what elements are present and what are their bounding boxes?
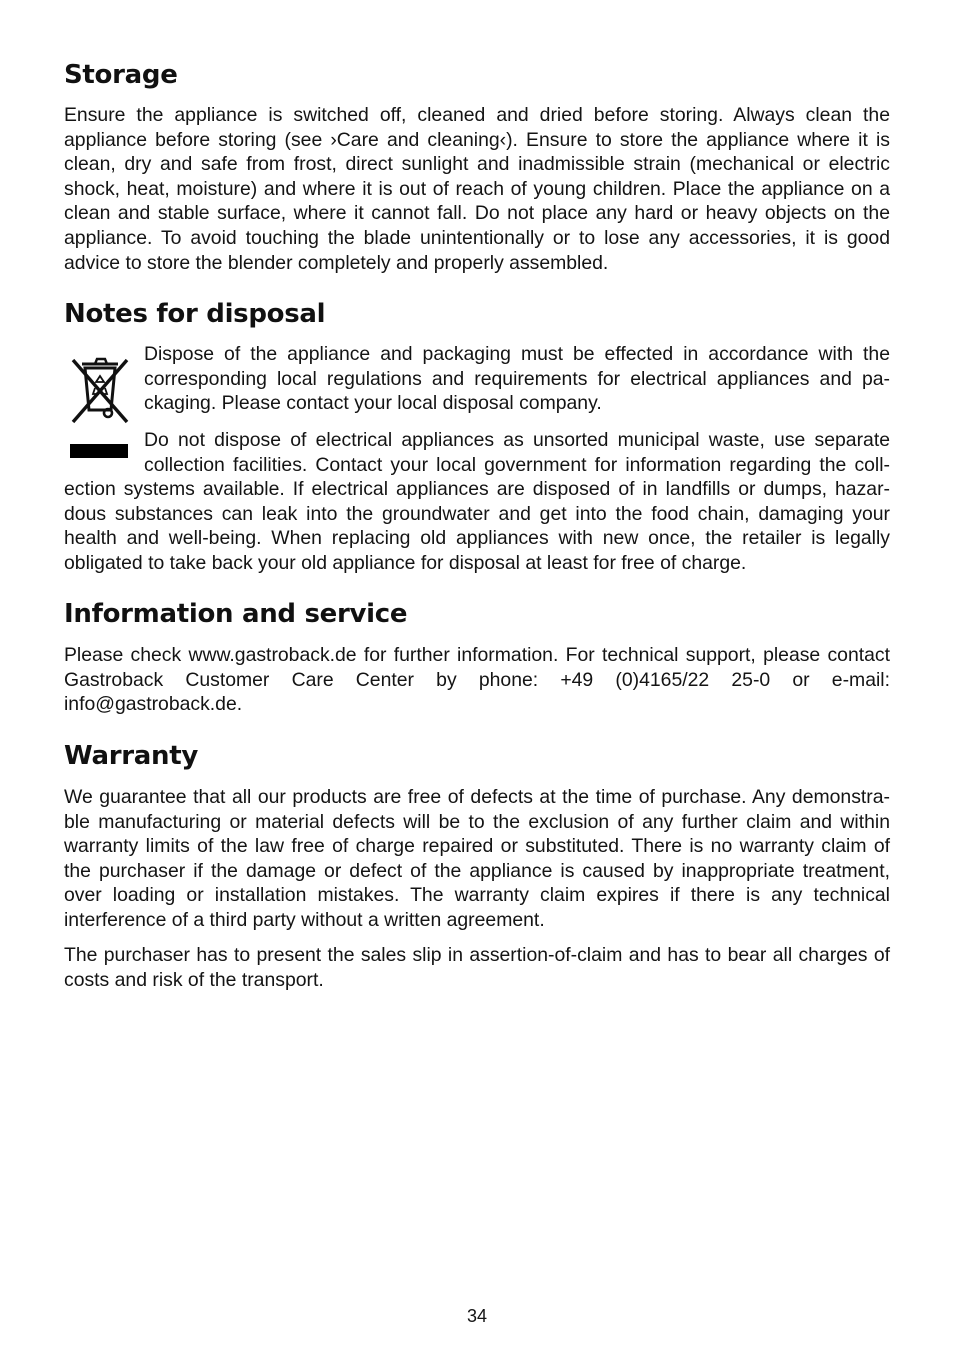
warranty-paragraph-2: The purchaser has to present the sales slip in assertion-of-claim and has to bear all charges of costs and risk of the transport. xyxy=(64,944,890,991)
disposal-heading: Notes for disposal xyxy=(64,299,326,329)
disposal-paragraph-2-text: Do not dispose of electrical appliances as unsorted municipal waste, use separate collection facilities. Contact your local government for information regarding the coll-ection systems available. If electrical appliances are disposed of in landfills or dumps, hazar-dous substances can leak into the groundwater and get into the food chain, damaging your health and well-being. When replacing old appliances with new once, the retailer is legally obligated to take back your old appliance for disposal at least for free of charge. xyxy=(64,429,890,574)
warranty-heading: Warranty xyxy=(64,741,198,771)
disposal-paragraph-2 xyxy=(64,428,890,576)
disposal-paragraph-1: Dispose of the appliance and packaging must be effected in accordance with the corresponding local regulations and requirements for electrical appliances and pa-ckaging. Please contact your local disposal company. xyxy=(144,343,890,415)
storage-body: Ensure the appliance is switched off, cleaned and dried before storing. Always clean the appliance before storing (see ›Care and cleaning‹). Ensure to store the appliance where it is clean, dry and safe from frost, direct sunlight and inadmissible strain (mechanical or electric shock, heat, moisture) and where it is out of reach of young children. Place the appliance on a clean and stable surface, where it cannot fall. Do not place any hard or heavy objects on the appliance. To avoid touching the blade unintentionally or to lose any accessories, it is good advice to store the blender completely and properly assembled. xyxy=(64,104,890,274)
service-body: Please check www.gastroback.de for further information. For technical support, please contact Gastroback Customer Care Center by phone: +49 (0)4165/22 25-0 or e-mail: info@gastroback.de. xyxy=(64,644,890,716)
storage-heading: Storage xyxy=(64,60,178,90)
service-heading: Information and service xyxy=(64,599,408,629)
page-number: 34 xyxy=(466,1306,488,1326)
warranty-paragraph-1: We guarantee that all our products are free of defects at the time of purchase. Any demonstra-ble manufacturing or material defects will be to the exclusion of any further claim and within warranty limits of the law free of charge repaired or substituted. There is no warranty claim of the purchaser if the damage or defect of the appliance is caused by inappropriate treatment, over loading or installation mistakes. The warranty claim expires if there is any technical interference of a third party without a written agreement. xyxy=(64,786,890,931)
